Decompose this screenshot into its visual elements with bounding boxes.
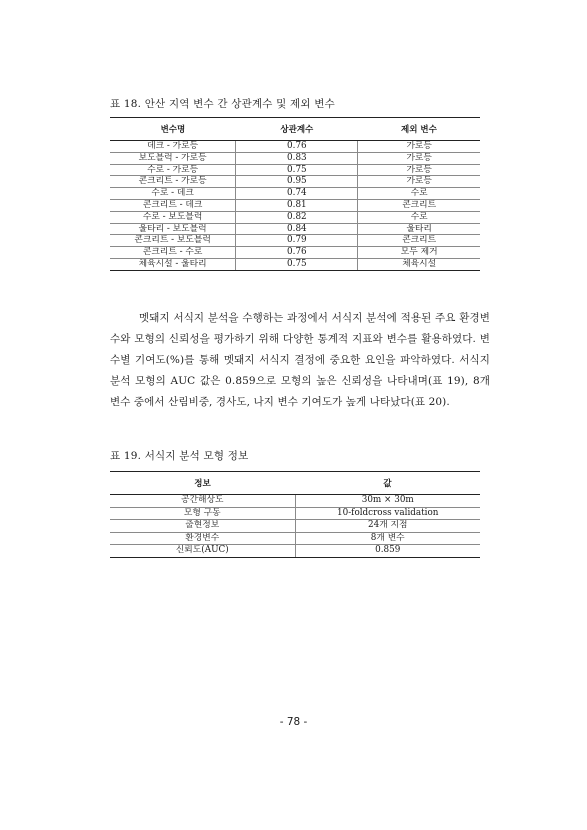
table-cell: 가로등 bbox=[358, 152, 480, 164]
table-cell: 데크 - 가로등 bbox=[110, 141, 236, 153]
table-cell: 0.76 bbox=[236, 141, 358, 153]
table-cell: 0.84 bbox=[236, 223, 358, 235]
table-cell: 콘크리트 - 가로등 bbox=[110, 176, 236, 188]
table-cell: 24개 지점 bbox=[295, 520, 480, 533]
table-row bbox=[110, 199, 480, 211]
table-cell: 모두 제거 bbox=[358, 247, 480, 259]
table-row bbox=[110, 188, 480, 200]
table-cell: 신뢰도(AUC) bbox=[110, 545, 295, 558]
table-cell: 0.82 bbox=[236, 211, 358, 223]
table-cell: 수로 - 데크 bbox=[110, 188, 236, 200]
table-row bbox=[110, 507, 480, 520]
table-cell: 0.83 bbox=[236, 152, 358, 164]
table-cell: 가로등 bbox=[358, 141, 480, 153]
table-cell: 수로 - 보도블럭 bbox=[110, 211, 236, 223]
table-cell: 울타리 bbox=[358, 223, 480, 235]
column-header-correlation: 상관계수 bbox=[236, 118, 358, 141]
table-row bbox=[110, 223, 480, 235]
table-cell: 출현정보 bbox=[110, 520, 295, 533]
table-header-row bbox=[110, 118, 480, 141]
table-19-caption: 표 19. 서식지 분석 모형 정보 bbox=[110, 450, 249, 462]
table-cell: 콘크리트 - 보도블럭 bbox=[110, 235, 236, 247]
table-row bbox=[110, 141, 480, 153]
table-cell: 0.81 bbox=[236, 199, 358, 211]
correlation-table bbox=[110, 117, 480, 271]
table-cell: 0.75 bbox=[236, 164, 358, 176]
table-row bbox=[110, 258, 480, 270]
table-cell: 가로등 bbox=[358, 176, 480, 188]
table-row bbox=[110, 235, 480, 247]
table-row bbox=[110, 532, 480, 545]
column-header-info: 정보 bbox=[110, 472, 295, 495]
table-cell: 모형 구동 bbox=[110, 507, 295, 520]
table-cell: 콘크리트 bbox=[358, 235, 480, 247]
model-info-table bbox=[110, 471, 480, 558]
table-cell: 환경변수 bbox=[110, 532, 295, 545]
table-cell: 10-foldcross validation bbox=[295, 507, 480, 520]
column-header-variable: 변수명 bbox=[110, 118, 236, 141]
table-cell: 울타리 - 보도블럭 bbox=[110, 223, 236, 235]
table-cell: 보도블럭 - 가로등 bbox=[110, 152, 236, 164]
table-cell: 0.76 bbox=[236, 247, 358, 259]
page-number: - 78 - bbox=[279, 716, 308, 728]
table-row bbox=[110, 164, 480, 176]
table-cell: 8개 변수 bbox=[295, 532, 480, 545]
column-header-excluded: 제외 변수 bbox=[358, 118, 480, 141]
table-row bbox=[110, 247, 480, 259]
table-cell: 0.95 bbox=[236, 176, 358, 188]
table-cell: 콘크리트 - 수로 bbox=[110, 247, 236, 259]
table-cell: 0.74 bbox=[236, 188, 358, 200]
table-row bbox=[110, 211, 480, 223]
table-cell: 0.859 bbox=[295, 545, 480, 558]
table-cell: 수로 bbox=[358, 188, 480, 200]
table-row bbox=[110, 495, 480, 508]
table-cell: 체육시설 bbox=[358, 258, 480, 270]
table-cell: 가로등 bbox=[358, 164, 480, 176]
table-cell: 콘크리트 bbox=[358, 199, 480, 211]
table-row bbox=[110, 152, 480, 164]
table-header-row bbox=[110, 472, 480, 495]
column-header-value: 값 bbox=[295, 472, 480, 495]
table-cell: 체육시설 - 울타리 bbox=[110, 258, 236, 270]
table-cell: 수로 - 가로등 bbox=[110, 164, 236, 176]
table-row bbox=[110, 545, 480, 558]
table-cell: 0.79 bbox=[236, 235, 358, 247]
table-cell: 공간해상도 bbox=[110, 495, 295, 508]
table-cell: 콘크리트 - 데크 bbox=[110, 199, 236, 211]
table-cell: 30m × 30m bbox=[295, 495, 480, 508]
table-cell: 0.75 bbox=[236, 258, 358, 270]
body-paragraph: 멧돼지 서식지 분석을 수행하는 과정에서 서식지 분석에 적용된 주요 환경변수와 모형의 신뢰성을 평가하기 위해 다양한 통계적 지표와 변수를 활용하였다. 변수별 기여도(%)를 통해 멧돼지 서식지 결정에 중요한 요인을 파악하였다. 서식지 분석 모형의 AUC 값은 0.859으로 모형의 높은 신뢰성을 나타내며(표 19), 8개 변수 중에서 산림비중, 경사도, 나지 변수 기여도가 높게 나타났다(표 20). bbox=[110, 312, 490, 408]
table-18-caption: 표 18. 안산 지역 변수 간 상관계수 및 제외 변수 bbox=[110, 98, 335, 110]
table-cell: 수로 bbox=[358, 211, 480, 223]
table-row bbox=[110, 520, 480, 533]
table-row bbox=[110, 176, 480, 188]
